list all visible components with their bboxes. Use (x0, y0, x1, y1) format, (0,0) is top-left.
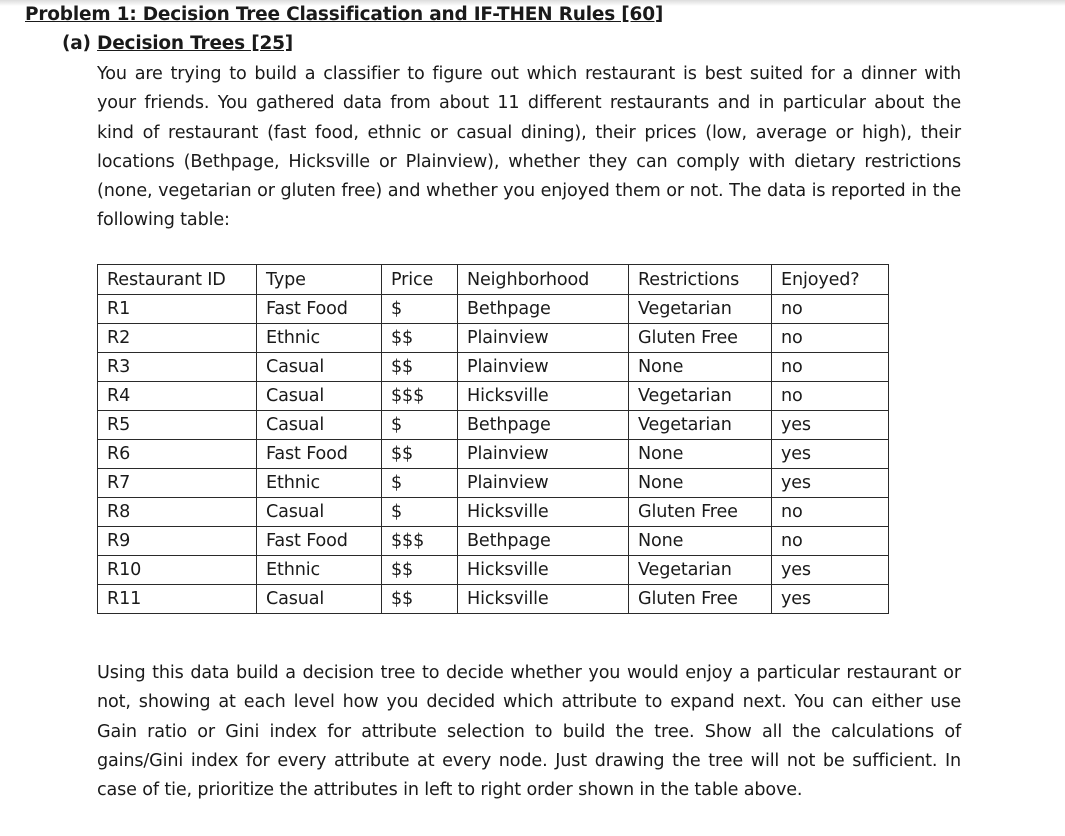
cell-restrictions: Gluten Free (629, 324, 772, 353)
cell-restrictions: Vegetarian (629, 556, 772, 585)
cell-enjoyed: no (772, 353, 889, 382)
cell-type: Ethnic (257, 469, 382, 498)
cell-price: $$$ (382, 527, 458, 556)
intro-paragraph: You are trying to build a classifier to figure out which restaurant is best suited for a dinner with your friends. You gathered data from about 11 different restaurants and in particular about the kind of restaurant (fast food, ethnic or casual dining), their prices (low, average or high), their locations (Bethpage, Hicksville or Plainview), whether they can comply with dietary restrictions (none, vegetarian or gluten free) and whether you enjoyed them or not. The data is reported in the following table: (97, 64, 961, 231)
cell-restaurant-id: R2 (98, 324, 257, 353)
table-row (98, 585, 889, 614)
cell-neighborhood: Plainview (458, 324, 629, 353)
cell-type: Casual (257, 411, 382, 440)
cell-neighborhood: Plainview (458, 440, 629, 469)
cell-enjoyed: no (772, 324, 889, 353)
cell-price: $$ (382, 353, 458, 382)
cell-restaurant-id: R1 (98, 295, 257, 324)
cell-restaurant-id: R3 (98, 353, 257, 382)
cell-neighborhood: Plainview (458, 353, 629, 382)
cell-enjoyed: no (772, 295, 889, 324)
cell-restrictions: None (629, 440, 772, 469)
cell-enjoyed: no (772, 527, 889, 556)
restaurant-data-table (97, 264, 889, 614)
cell-restrictions: Vegetarian (629, 295, 772, 324)
header-restrictions: Restrictions (629, 265, 772, 295)
table-row (98, 382, 889, 411)
cell-type: Fast Food (257, 295, 382, 324)
cell-enjoyed: no (772, 382, 889, 411)
cell-neighborhood: Hicksville (458, 382, 629, 411)
cell-restrictions: None (629, 527, 772, 556)
cell-enjoyed: yes (772, 556, 889, 585)
table-row (98, 295, 889, 324)
cell-restaurant-id: R9 (98, 527, 257, 556)
cell-restrictions: Gluten Free (629, 498, 772, 527)
table-row (98, 498, 889, 527)
cell-enjoyed: yes (772, 469, 889, 498)
cell-neighborhood: Plainview (458, 469, 629, 498)
table-row (98, 556, 889, 585)
table-row (98, 440, 889, 469)
problem-title: Problem 1: Decision Tree Classification and IF-THEN Rules [60] (25, 4, 664, 25)
cell-restrictions: Vegetarian (629, 382, 772, 411)
table-row (98, 469, 889, 498)
cell-restaurant-id: R6 (98, 440, 257, 469)
cell-neighborhood: Hicksville (458, 556, 629, 585)
cell-restaurant-id: R7 (98, 469, 257, 498)
table-row (98, 527, 889, 556)
part-a-title: Decision Trees [25] (97, 33, 294, 54)
header-neighborhood: Neighborhood (458, 265, 629, 295)
cell-neighborhood: Bethpage (458, 295, 629, 324)
cell-type: Casual (257, 585, 382, 614)
cell-type: Ethnic (257, 556, 382, 585)
table-row (98, 353, 889, 382)
cell-restaurant-id: R5 (98, 411, 257, 440)
cell-price: $$ (382, 556, 458, 585)
cell-enjoyed: yes (772, 411, 889, 440)
header-enjoyed: Enjoyed? (772, 265, 889, 295)
cell-neighborhood: Bethpage (458, 411, 629, 440)
cell-restrictions: Vegetarian (629, 411, 772, 440)
cell-neighborhood: Hicksville (458, 585, 629, 614)
part-a-heading (62, 33, 293, 54)
cell-type: Casual (257, 382, 382, 411)
cell-enjoyed: yes (772, 440, 889, 469)
cell-price: $$$ (382, 382, 458, 411)
cell-restrictions: Gluten Free (629, 585, 772, 614)
cell-price: $$ (382, 324, 458, 353)
cell-neighborhood: Hicksville (458, 498, 629, 527)
cell-price: $ (382, 498, 458, 527)
table-row (98, 411, 889, 440)
cell-type: Ethnic (257, 324, 382, 353)
cell-price: $ (382, 295, 458, 324)
header-price: Price (382, 265, 458, 295)
cell-price: $$ (382, 585, 458, 614)
cell-restaurant-id: R11 (98, 585, 257, 614)
cell-price: $ (382, 411, 458, 440)
cell-neighborhood: Bethpage (458, 527, 629, 556)
header-type: Type (257, 265, 382, 295)
cell-type: Fast Food (257, 440, 382, 469)
cell-restaurant-id: R8 (98, 498, 257, 527)
cell-type: Casual (257, 353, 382, 382)
cell-price: $$ (382, 440, 458, 469)
cell-restrictions: None (629, 469, 772, 498)
task-paragraph: Using this data build a decision tree to decide whether you would enjoy a particular restaurant or not, showing at each level how you decided which attribute to expand next. You can either use Gain ratio or Gini index for attribute selection to build the tree. Show all the calculations of gains/Gini index for every attribute at every node. Just drawing the tree will not be sufficient. In case of tie, prioritize the attributes in left to right order shown in the table above. (97, 663, 961, 801)
cell-enjoyed: no (772, 498, 889, 527)
table-header-row (98, 265, 889, 295)
table-row (98, 324, 889, 353)
cell-restrictions: None (629, 353, 772, 382)
cell-restaurant-id: R4 (98, 382, 257, 411)
cell-price: $ (382, 469, 458, 498)
cell-enjoyed: yes (772, 585, 889, 614)
header-restaurant-id: Restaurant ID (98, 265, 257, 295)
part-a-label: (a) (62, 33, 91, 54)
cell-restaurant-id: R10 (98, 556, 257, 585)
cell-type: Casual (257, 498, 382, 527)
cell-type: Fast Food (257, 527, 382, 556)
